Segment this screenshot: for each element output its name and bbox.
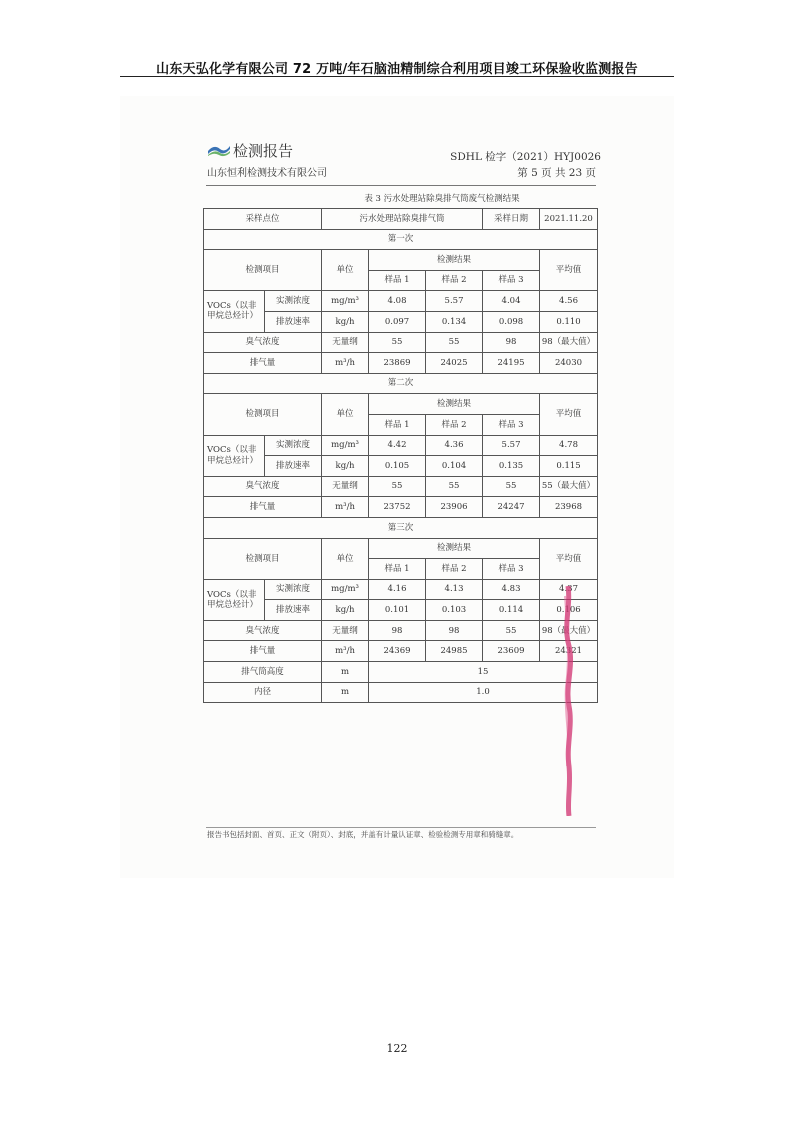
header-sample-1: 样品 1 — [369, 270, 426, 291]
table-row — [204, 662, 598, 683]
value-sample-2: 24025 — [426, 353, 483, 374]
table-row — [204, 250, 598, 271]
table-row — [204, 291, 598, 312]
value-sample-1: 23752 — [369, 497, 426, 518]
value-sample-3: 4.04 — [483, 291, 540, 312]
sampling-point-label: 采样点位 — [204, 209, 322, 230]
value-sample-2: 23906 — [426, 497, 483, 518]
stack-param-unit: m — [322, 662, 369, 683]
value-average: 0.110 — [540, 311, 598, 332]
item-name: 实测浓度 — [265, 435, 322, 456]
report-footer-note: 报告书包括封面、首页、正文（附页）、封底，并盖有计量认证章、检验检测专用章和骑缝章。 — [207, 830, 519, 839]
red-seal-stamp-icon — [557, 586, 579, 816]
table-row — [204, 209, 598, 230]
value-sample-3: 24195 — [483, 353, 540, 374]
item-unit: mg/m³ — [322, 435, 369, 456]
value-sample-3: 24247 — [483, 497, 540, 518]
page-number: 122 — [386, 1042, 408, 1055]
report-number: SDHL 检字（2021）HYJ0026 — [450, 151, 601, 163]
header-unit: 单位 — [322, 394, 369, 435]
report-header-rule — [206, 185, 596, 186]
header-sample-1: 样品 1 — [369, 414, 426, 435]
value-sample-2: 5.57 — [426, 291, 483, 312]
value-sample-3: 0.135 — [483, 456, 540, 477]
value-sample-2: 4.13 — [426, 579, 483, 600]
header-item: 检测项目 — [204, 538, 322, 579]
table-row — [204, 641, 598, 662]
value-average: 4.78 — [540, 435, 598, 456]
value-average: 0.115 — [540, 456, 598, 477]
voc-label: VOCs（以非甲烷总烃计） — [204, 579, 265, 620]
item-unit: mg/m³ — [322, 291, 369, 312]
item-name: 排放速率 — [265, 600, 322, 621]
value-sample-2: 0.103 — [426, 600, 483, 621]
emission-results-table — [203, 208, 598, 703]
value-sample-1: 23869 — [369, 353, 426, 374]
value-sample-3: 0.114 — [483, 600, 540, 621]
item-unit: kg/h — [322, 600, 369, 621]
value-sample-1: 0.097 — [369, 311, 426, 332]
header-sample-3: 样品 3 — [483, 559, 540, 580]
report-footer-rule — [206, 827, 596, 828]
header-sample-3: 样品 3 — [483, 270, 540, 291]
table-row — [204, 373, 598, 394]
item-name: 排气量 — [204, 641, 322, 662]
header-results: 检测结果 — [369, 394, 540, 415]
header-item: 检测项目 — [204, 250, 322, 291]
lab-logo-icon — [207, 143, 231, 157]
value-sample-2: 0.134 — [426, 311, 483, 332]
item-name: 臭气浓度 — [204, 332, 322, 353]
value-sample-1: 98 — [369, 620, 426, 641]
value-sample-2: 98 — [426, 620, 483, 641]
table-row — [204, 353, 598, 374]
item-name: 实测浓度 — [265, 291, 322, 312]
stack-param-unit: m — [322, 682, 369, 703]
item-unit: kg/h — [322, 456, 369, 477]
table-title: 表 3 污水处理站除臭排气筒废气检测结果 — [364, 194, 520, 204]
table-row — [204, 394, 598, 415]
value-sample-3: 98 — [483, 332, 540, 353]
header-unit: 单位 — [322, 250, 369, 291]
table-row — [204, 435, 598, 456]
table-row — [204, 579, 598, 600]
report-logo-title: 检测报告 — [233, 142, 294, 160]
item-unit: m³/h — [322, 641, 369, 662]
item-name: 臭气浓度 — [204, 620, 322, 641]
item-unit: kg/h — [322, 311, 369, 332]
table-row — [204, 620, 598, 641]
stack-param-name: 排气筒高度 — [204, 662, 322, 683]
report-page-info: 第 5 页 共 23 页 — [517, 167, 596, 179]
header-unit: 单位 — [322, 538, 369, 579]
value-sample-1: 4.42 — [369, 435, 426, 456]
header-results: 检测结果 — [369, 250, 540, 271]
header-average: 平均值 — [540, 394, 598, 435]
header-sample-2: 样品 2 — [426, 414, 483, 435]
table-row — [204, 538, 598, 559]
lab-company-name: 山东恒利检测技术有限公司 — [207, 168, 327, 179]
round-title: 第三次 — [204, 517, 598, 538]
header-sample-1: 样品 1 — [369, 559, 426, 580]
scanned-report — [120, 96, 674, 878]
value-sample-2: 55 — [426, 476, 483, 497]
value-sample-1: 55 — [369, 476, 426, 497]
item-name: 排放速率 — [265, 311, 322, 332]
table-row — [204, 332, 598, 353]
item-name: 排放速率 — [265, 456, 322, 477]
header-item: 检测项目 — [204, 394, 322, 435]
value-sample-1: 0.101 — [369, 600, 426, 621]
round-title: 第一次 — [204, 229, 598, 250]
round-title: 第二次 — [204, 373, 598, 394]
value-sample-3: 0.098 — [483, 311, 540, 332]
value-sample-2: 4.36 — [426, 435, 483, 456]
item-unit: m³/h — [322, 353, 369, 374]
sampling-point-value: 污水处理站除臭排气筒 — [322, 209, 483, 230]
value-average: 4.56 — [540, 291, 598, 312]
item-unit: 无量纲 — [322, 476, 369, 497]
sampling-date-value: 2021.11.20 — [540, 209, 598, 230]
header-sample-3: 样品 3 — [483, 414, 540, 435]
header-results: 检测结果 — [369, 538, 540, 559]
value-average: 24030 — [540, 353, 598, 374]
item-unit: mg/m³ — [322, 579, 369, 600]
value-sample-3: 23609 — [483, 641, 540, 662]
item-unit: 无量纲 — [322, 332, 369, 353]
voc-label: VOCs（以非甲烷总烃计） — [204, 291, 265, 332]
value-sample-1: 55 — [369, 332, 426, 353]
value-sample-1: 4.08 — [369, 291, 426, 312]
value-average: 98（最大值） — [540, 332, 598, 353]
header-sample-2: 样品 2 — [426, 270, 483, 291]
value-sample-3: 55 — [483, 476, 540, 497]
value-average: 55（最大值） — [540, 476, 598, 497]
stack-param-value: 15 — [369, 662, 598, 683]
value-sample-2: 0.104 — [426, 456, 483, 477]
value-sample-3: 4.83 — [483, 579, 540, 600]
header-average: 平均值 — [540, 538, 598, 579]
header-average: 平均值 — [540, 250, 598, 291]
page-header: 山东天弘化学有限公司 72 万吨/年石脑油精制综合利用项目竣工环保验收监测报告 — [156, 62, 638, 77]
stack-param-name: 内径 — [204, 682, 322, 703]
value-average: 24321 — [540, 641, 598, 662]
value-average: 98（最大值） — [540, 620, 598, 641]
sampling-date-label: 采样日期 — [483, 209, 540, 230]
value-sample-3: 5.57 — [483, 435, 540, 456]
item-unit: m³/h — [322, 497, 369, 518]
table-row — [204, 682, 598, 703]
table-row — [204, 517, 598, 538]
header-rule — [120, 76, 674, 77]
item-name: 臭气浓度 — [204, 476, 322, 497]
voc-label: VOCs（以非甲烷总烃计） — [204, 435, 265, 476]
value-sample-1: 0.105 — [369, 456, 426, 477]
value-sample-1: 24369 — [369, 641, 426, 662]
value-sample-1: 4.16 — [369, 579, 426, 600]
item-unit: 无量纲 — [322, 620, 369, 641]
table-body — [204, 209, 598, 703]
item-name: 实测浓度 — [265, 579, 322, 600]
value-average: 23968 — [540, 497, 598, 518]
table-row — [204, 497, 598, 518]
table-row — [204, 229, 598, 250]
stack-param-value: 1.0 — [369, 682, 598, 703]
value-average: 4.37 — [540, 579, 598, 600]
table-row — [204, 476, 598, 497]
value-sample-3: 55 — [483, 620, 540, 641]
header-sample-2: 样品 2 — [426, 559, 483, 580]
value-sample-2: 55 — [426, 332, 483, 353]
value-sample-2: 24985 — [426, 641, 483, 662]
item-name: 排气量 — [204, 353, 322, 374]
item-name: 排气量 — [204, 497, 322, 518]
value-average: 0.106 — [540, 600, 598, 621]
